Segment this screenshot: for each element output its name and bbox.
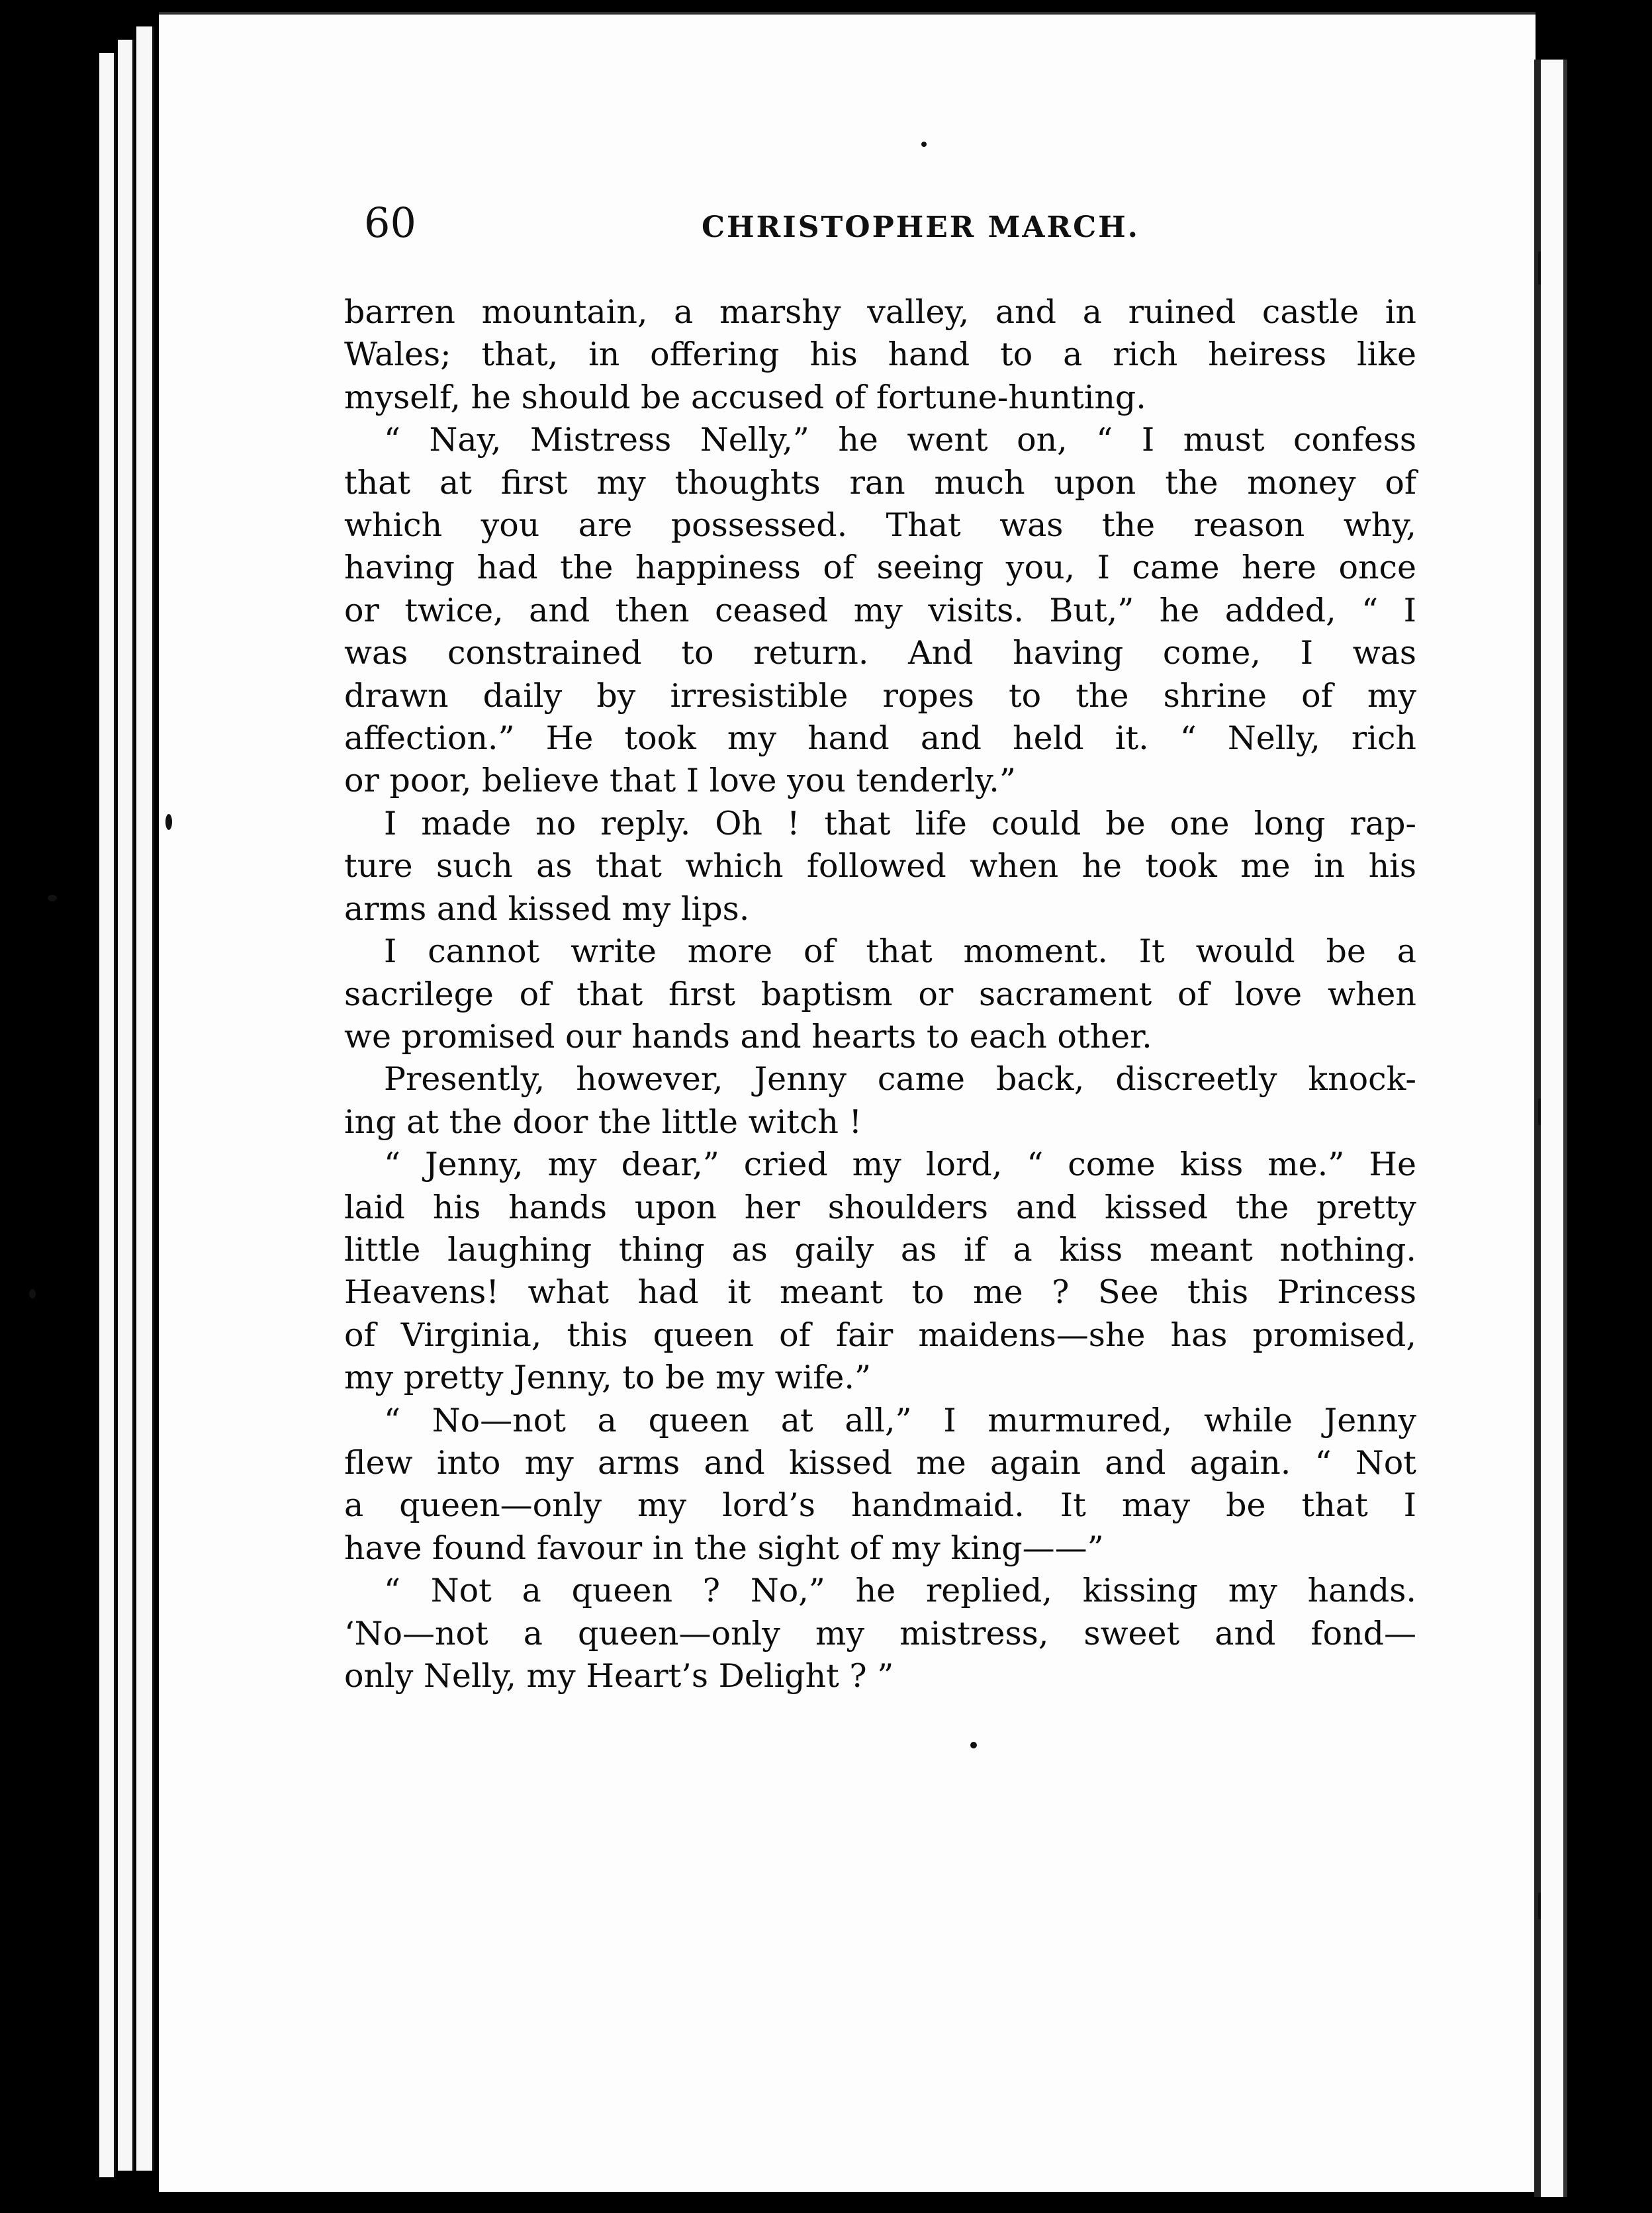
text-line: “ Jenny, my dear,” cried my lord, “ come kiss me.” He xyxy=(384,1146,1416,1184)
gutter-mark xyxy=(1538,1099,1541,1125)
text-line: having had the happiness of seeing you, I came here once xyxy=(344,549,1416,587)
text-line: ing at the door the little witch ! xyxy=(344,1103,862,1141)
page-header xyxy=(364,199,1423,258)
gutter-mark xyxy=(1538,251,1541,285)
text-line: ‘No—not a queen—only my mistress, sweet and fond— xyxy=(344,1614,1416,1652)
text-line: Heavens! what had it meant to me ? See this Princess xyxy=(344,1273,1416,1312)
ink-speck xyxy=(48,895,57,901)
text-line: I made no reply. Oh ! that life could be one long rap- xyxy=(384,804,1416,842)
page-edge xyxy=(99,53,116,2177)
text-line: only Nelly, my Heart’s Delight ? ” xyxy=(344,1657,894,1695)
text-line: Presently, however, Jenny came back, discreetly knock- xyxy=(384,1060,1416,1099)
ink-speck xyxy=(970,1742,977,1748)
text-line: “ Not a queen ? No,” he replied, kissing my hands. xyxy=(384,1572,1416,1610)
text-line: that at first my thoughts ran much upon the money of xyxy=(344,463,1416,502)
text-line: flew into my arms and kissed me again and again. “ Not xyxy=(344,1443,1416,1482)
running-head: CHRISTOPHER MARCH. xyxy=(702,210,1140,244)
text-line: barren mountain, a marshy valley, and a ruined castle in xyxy=(344,293,1416,331)
text-line: my pretty Jenny, to be my wife.” xyxy=(344,1359,872,1397)
text-line: laid his hands upon her shoulders and kissed the pretty xyxy=(344,1188,1416,1226)
text-line: or poor, believe that I love you tenderly.” xyxy=(344,762,1016,800)
page-edge xyxy=(136,26,154,2171)
text-line: I cannot write more of that moment. It would be a xyxy=(384,932,1416,971)
text-line: or twice, and then ceased my visits. But,” he added, “ I xyxy=(344,591,1416,629)
text-line: a queen—only my lord’s handmaid. It may be that I xyxy=(344,1486,1416,1525)
text-line: little laughing thing as gaily as if a kiss meant nothing. xyxy=(344,1230,1416,1269)
text-line: myself, he should be accused of fortune-hunting. xyxy=(344,378,1146,416)
ink-speck xyxy=(921,142,927,147)
ink-speck xyxy=(29,1289,36,1298)
ink-speck xyxy=(165,814,172,830)
text-line: which you are possessed. That was the reason why, xyxy=(344,506,1416,545)
text-line: “ No—not a queen at all,” I murmured, while Jenny xyxy=(384,1401,1416,1439)
gutter-mark xyxy=(1538,1893,1541,1919)
text-line: we promised our hands and hearts to each other. xyxy=(344,1017,1152,1056)
text-line: “ Nay, Mistress Nelly,” he went on, “ I must confess xyxy=(384,421,1416,459)
page-edge xyxy=(118,40,134,2171)
text-line: drawn daily by irresistible ropes to the shrine of my xyxy=(344,676,1416,715)
text-line: affection.” He took my hand and held it. “ Nelly, rich xyxy=(344,719,1416,758)
book-gutter xyxy=(1534,60,1567,2197)
text-line: ture such as that which followed when he took me in his xyxy=(344,847,1416,885)
text-line: sacrilege of that first baptism or sacrament of love when xyxy=(344,975,1416,1013)
text-line: arms and kissed my lips. xyxy=(344,889,750,928)
text-line: was constrained to return. And having come, I was xyxy=(344,634,1416,672)
text-line: of Virginia, this queen of fair maidens—she has promised, xyxy=(344,1316,1416,1354)
text-line: have found favour in the sight of my king——” xyxy=(344,1529,1104,1567)
body-text xyxy=(344,291,1416,1697)
text-line: Wales; that, in offering his hand to a rich heiress like xyxy=(344,336,1416,374)
page-number: 60 xyxy=(364,199,416,247)
